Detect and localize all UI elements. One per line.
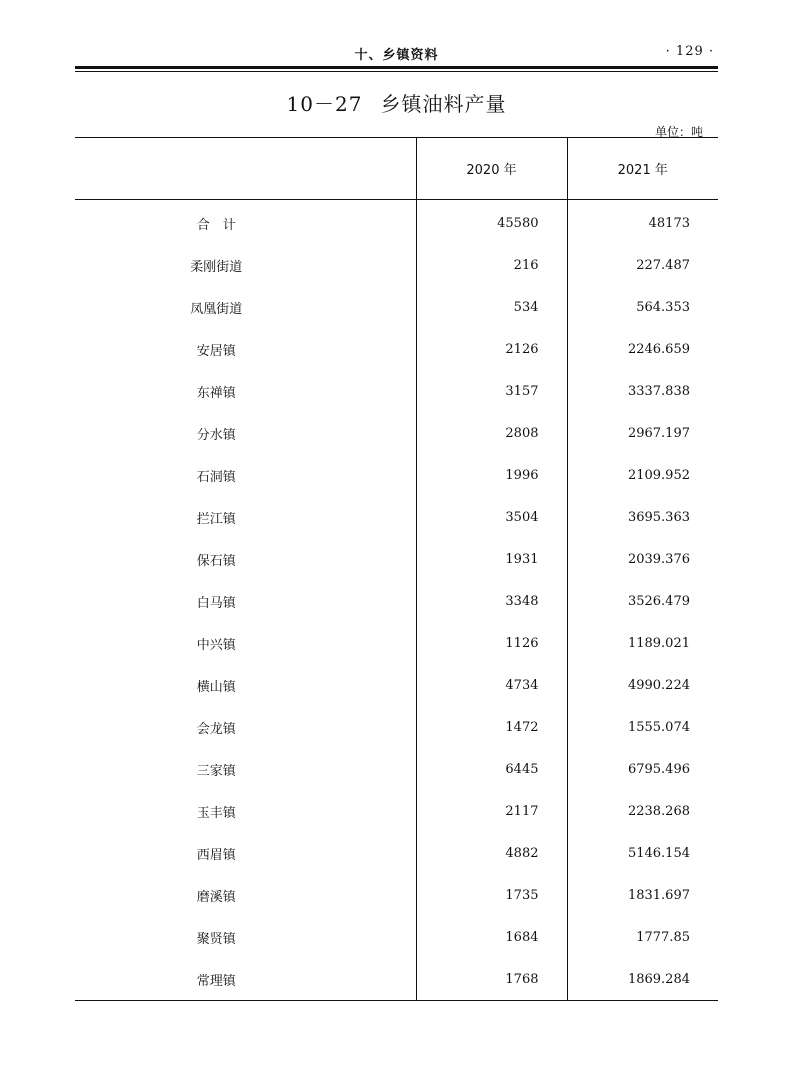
table-row bbox=[75, 538, 718, 580]
page-number: · 129 · bbox=[665, 44, 714, 59]
value-2020-cell: 1931 bbox=[416, 538, 567, 580]
table-row bbox=[75, 370, 718, 412]
value-2020-cell: 3157 bbox=[416, 370, 567, 412]
value-2021-cell: 2039.376 bbox=[567, 538, 718, 580]
value-2020-cell: 1996 bbox=[416, 454, 567, 496]
table-row bbox=[75, 496, 718, 538]
table-row bbox=[75, 454, 718, 496]
value-2021-cell: 3695.363 bbox=[567, 496, 718, 538]
region-name-cell: 白马镇 bbox=[196, 595, 236, 611]
value-2020-cell: 3504 bbox=[416, 496, 567, 538]
table-title-text: 乡镇油料产量 bbox=[380, 92, 507, 116]
region-name-cell: 合 计 bbox=[196, 217, 236, 233]
value-2020-cell: 4734 bbox=[416, 664, 567, 706]
value-2020-cell: 216 bbox=[416, 244, 567, 286]
region-name-cell: 东禅镇 bbox=[196, 385, 236, 401]
value-2021-cell: 5146.154 bbox=[567, 832, 718, 874]
table-row bbox=[75, 958, 718, 1001]
value-2020-cell: 1735 bbox=[416, 874, 567, 916]
value-2020-cell: 534 bbox=[416, 286, 567, 328]
value-2020-cell: 2117 bbox=[416, 790, 567, 832]
value-2021-cell: 2246.659 bbox=[567, 328, 718, 370]
region-name-cell: 玉丰镇 bbox=[196, 805, 236, 821]
region-name-cell: 安居镇 bbox=[196, 343, 236, 359]
table-row bbox=[75, 832, 718, 874]
table-row bbox=[75, 706, 718, 748]
value-2020-cell: 2126 bbox=[416, 328, 567, 370]
value-2021-cell: 1555.074 bbox=[567, 706, 718, 748]
value-2021-cell: 227.487 bbox=[567, 244, 718, 286]
value-2020-cell: 1472 bbox=[416, 706, 567, 748]
column-header-2021: 2021 年 bbox=[567, 138, 718, 200]
value-2021-cell: 3337.838 bbox=[567, 370, 718, 412]
region-name-cell: 横山镇 bbox=[196, 679, 236, 695]
table-row bbox=[75, 328, 718, 370]
header-rule-thin bbox=[75, 71, 718, 72]
table-row bbox=[75, 286, 718, 328]
value-2021-cell: 1777.85 bbox=[567, 916, 718, 958]
value-2021-cell: 2238.268 bbox=[567, 790, 718, 832]
table-row bbox=[75, 916, 718, 958]
value-2021-cell: 2967.197 bbox=[567, 412, 718, 454]
table-title bbox=[0, 88, 793, 117]
value-2020-cell: 4882 bbox=[416, 832, 567, 874]
value-2020-cell: 1684 bbox=[416, 916, 567, 958]
value-2020-cell: 3348 bbox=[416, 580, 567, 622]
region-name-cell: 中兴镇 bbox=[196, 637, 236, 653]
region-name-cell: 三家镇 bbox=[196, 763, 236, 779]
table-row-total bbox=[75, 200, 718, 245]
value-2021-cell: 48173 bbox=[567, 200, 718, 245]
column-header-region bbox=[75, 138, 416, 200]
region-name-cell: 分水镇 bbox=[196, 427, 236, 443]
region-name-cell: 磨溪镇 bbox=[196, 889, 236, 905]
region-name-cell: 拦江镇 bbox=[196, 511, 236, 527]
table-number: 10－27 bbox=[286, 92, 363, 116]
value-2021-cell: 1831.697 bbox=[567, 874, 718, 916]
table-row bbox=[75, 580, 718, 622]
header-rule-thick bbox=[75, 66, 718, 69]
table-row bbox=[75, 790, 718, 832]
region-name-cell: 聚贤镇 bbox=[196, 931, 236, 947]
value-2020-cell: 6445 bbox=[416, 748, 567, 790]
table-row bbox=[75, 874, 718, 916]
unit-label: 单位：吨 bbox=[654, 125, 703, 139]
region-name-cell: 西眉镇 bbox=[196, 847, 236, 863]
running-header bbox=[75, 44, 718, 66]
data-table bbox=[75, 137, 718, 1001]
value-2021-cell: 1189.021 bbox=[567, 622, 718, 664]
value-2021-cell: 6795.496 bbox=[567, 748, 718, 790]
value-2020-cell: 45580 bbox=[416, 200, 567, 245]
table-row bbox=[75, 664, 718, 706]
value-2021-cell: 564.353 bbox=[567, 286, 718, 328]
table-row bbox=[75, 748, 718, 790]
value-2021-cell: 3526.479 bbox=[567, 580, 718, 622]
region-name-cell: 保石镇 bbox=[196, 553, 236, 569]
region-name-cell: 石洞镇 bbox=[196, 469, 236, 485]
table-row bbox=[75, 244, 718, 286]
column-header-2020: 2020 年 bbox=[416, 138, 567, 200]
table-row bbox=[75, 622, 718, 664]
region-name-cell: 会龙镇 bbox=[196, 721, 236, 737]
table-row bbox=[75, 412, 718, 454]
region-name-cell: 常理镇 bbox=[75, 958, 416, 1001]
value-2020-cell: 1768 bbox=[416, 958, 567, 1001]
region-name-cell: 柔刚街道 bbox=[190, 259, 243, 275]
value-2020-cell: 1126 bbox=[416, 622, 567, 664]
header-row bbox=[75, 138, 718, 200]
section-name: 十、乡镇资料 bbox=[354, 48, 439, 63]
value-2021-cell: 1869.284 bbox=[567, 958, 718, 1001]
value-2021-cell: 2109.952 bbox=[567, 454, 718, 496]
value-2020-cell: 2808 bbox=[416, 412, 567, 454]
value-2021-cell: 4990.224 bbox=[567, 664, 718, 706]
region-name-cell: 凤凰街道 bbox=[190, 301, 243, 317]
